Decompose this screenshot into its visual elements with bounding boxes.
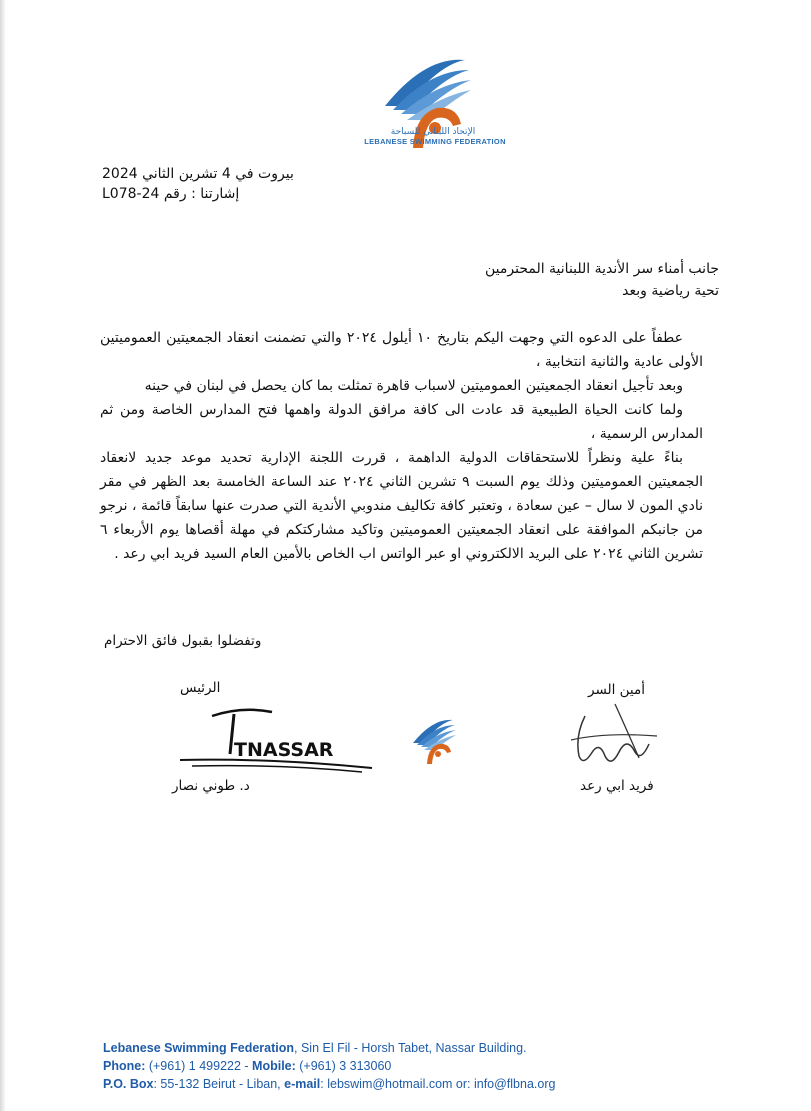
secretary-name: فريد ابي رعد <box>580 778 654 794</box>
footer-phone-label: Phone: <box>103 1059 146 1073</box>
footer-org: Lebanese Swimming Federation <box>103 1041 295 1055</box>
signature-text: TNASSAR <box>234 739 334 761</box>
footer-mobile-label: Mobile: <box>252 1059 296 1073</box>
secretary-signature <box>565 696 665 776</box>
footer-address: , Sin El Fil - Horsh Tabet, Nassar Building. <box>294 1041 527 1055</box>
president-name: د. طوني نصار <box>172 778 250 794</box>
footer-pobox-label: P.O. Box <box>103 1077 154 1091</box>
greeting-line: تحية رياضية وبعد <box>622 283 719 299</box>
letter-body <box>100 326 703 566</box>
closing-line: وتفضلوا بقبول فائق الاحترام <box>104 633 262 649</box>
president-title: الرئيس <box>180 680 221 696</box>
federation-stamp-logo <box>393 706 483 772</box>
president-signature <box>172 702 382 774</box>
body-paragraph: ولما كانت الحياة الطبيعية قد عادت الى كافة مرافق الدولة واهمها فتح المدارس الخاصة ومن ثم المدارس الرسمية ، <box>100 402 703 442</box>
footer-email-label: e-mail <box>284 1077 321 1091</box>
addressee-block <box>219 258 719 302</box>
addressee-line: جانب أمناء سر الأندية اللبنانية المحترمين <box>484 261 719 277</box>
footer-email: : lebswim@hotmail.com or: info@flbna.org <box>320 1077 556 1091</box>
page-edge-shadow <box>0 0 6 1111</box>
secretary-title: أمين السر <box>588 682 645 698</box>
footer-pobox: : 55-132 Beirut - Liban, <box>153 1077 285 1091</box>
footer-phone-line <box>103 1057 743 1075</box>
footer-phone: (+961) 1 499222 - <box>145 1059 253 1073</box>
body-paragraph: وبعد تأجيل انعقاد الجمعيتين العموميتين لاسباب قاهرة تمثلت بما كان يحصل في لبنان في حينه <box>144 378 683 394</box>
reference-label: إشارتنا : رقم <box>163 186 240 202</box>
logo-org-english: LEBANESE SWIMMING FEDERATION <box>364 137 506 146</box>
reference-number: L078-24 <box>102 186 160 202</box>
letter-date: بيروت في 4 تشرين الثاني 2024 <box>102 166 294 182</box>
letter-footer <box>103 1039 743 1093</box>
body-paragraph: بناءً علية ونظراً للاستحقاقات الدولية الداهمة ، قررت اللجنة الإدارية تحديد موعد جديد لانعقاد الجمعيتين العموميتين وذلك يوم السبت ٩ تشرين الثاني ٢٠٢٤ عند الساعة الخامسة بعد الظهر في مقر نادي المون لا سال – عين سعادة ، وتعتبر كافة تكاليف مندوبي الأندية التي صدرت عنها سابقاً قائمة ، نرجو من جانبكم الموافقة على انعقاد الجمعيتين العموميتين وتاكيد مشاركتكم في مهلة أقصاها يوم الأربعاء ٦ تشرين الثاني ٢٠٢٤ على البريد الالكتروني او عبر الواتس اب الخاص بالأمين العام السيد فريد ابي رعد . <box>100 450 703 562</box>
footer-pobox-line <box>103 1075 743 1093</box>
body-paragraph: عطفاً على الدعوه التي وجهت اليكم بتاريخ ١٠ أيلول ٢٠٢٤ والتي تضمنت انعقاد الجمعيتين العموميتين الأولى عادية والثانية انتخابية ، <box>100 330 703 370</box>
logo-org-arabic: الإتحاد اللبناني للسباحة <box>390 127 476 137</box>
footer-address-line <box>103 1039 743 1057</box>
reference-line <box>102 186 239 202</box>
footer-mobile: (+961) 3 313060 <box>295 1059 392 1073</box>
